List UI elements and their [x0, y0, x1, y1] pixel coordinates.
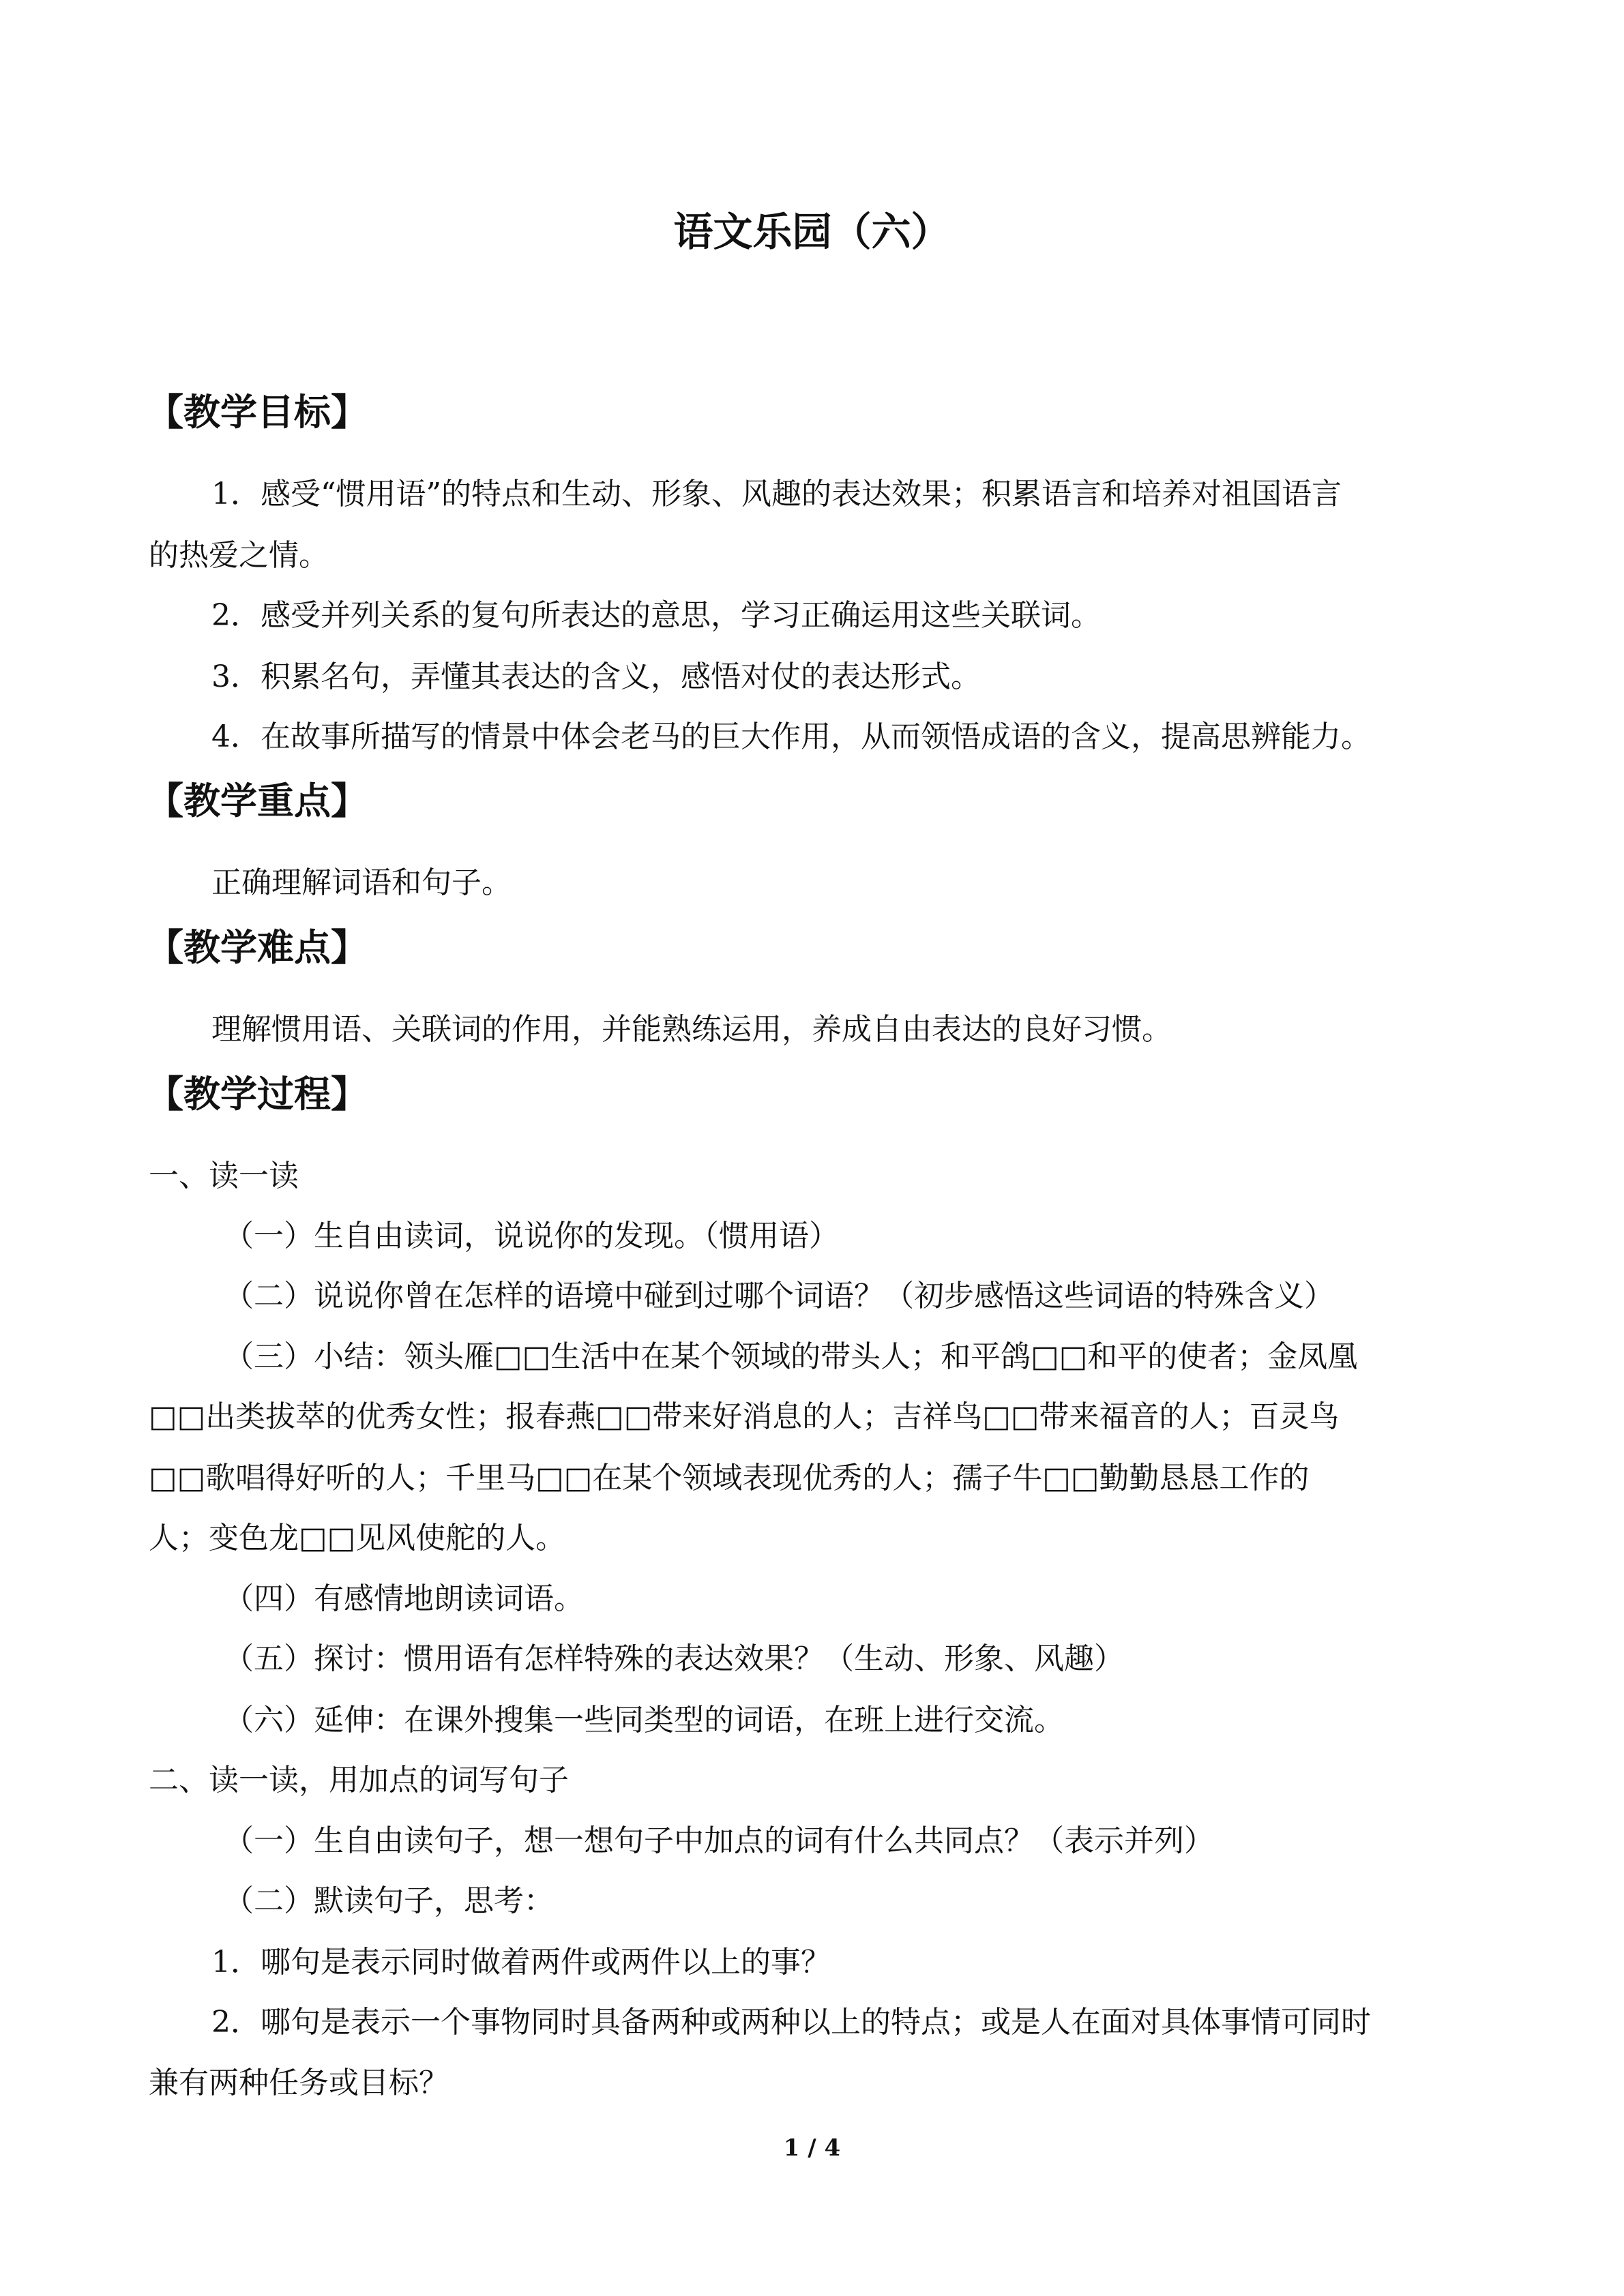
section-1-step-5: （五）探讨：惯用语有怎样特殊的表达效果？（生动、形象、风趣）: [224, 1641, 1124, 1676]
section-2-step-2: （二）默读句子，思考：: [224, 1883, 554, 1918]
section-1-step-6: （六）延伸：在课外搜集一些同类型的词语，在班上进行交流。: [224, 1703, 1064, 1738]
objective-1-line-1: 1．感受“惯用语”的特点和生动、形象、风趣的表达效果；积累语言和培养对祖国语言: [211, 477, 1342, 511]
section-1-step-4: （四）有感情地朗读词语。: [224, 1581, 584, 1616]
section-1-step-3-line-3: □□歌唱得好听的人；千里马□□在某个领域表现优秀的人；孺子牛□□勤勤恳恳工作的: [149, 1461, 1310, 1495]
page-title: 语文乐园（六）: [673, 209, 951, 255]
objective-1-line-2: 的热爱之情。: [149, 538, 329, 573]
section-1-step-3-line-1: （三）小结：领头雁□□生活中在某个领域的带头人；和平鸽□□和平的使者；金凤凰: [224, 1339, 1358, 1374]
heading-difficulties: 【教学难点】: [147, 926, 368, 969]
section-2-step-1: （一）生自由读句子，想一想句子中加点的词有什么共同点？（表示并列）: [224, 1823, 1214, 1858]
section-2-title: 二、读一读，用加点的词写句子: [149, 1763, 569, 1798]
objective-2: 2．感受并列关系的复句所表达的意思，学习正确运用这些关联词。: [211, 598, 1101, 633]
section-2-question-1: 1．哪句是表示同时做着两件或两件以上的事？: [211, 1945, 831, 1980]
section-1-step-2: （二）说说你曾在怎样的语境中碰到过哪个词语？（初步感悟这些词语的特殊含义）: [224, 1279, 1334, 1313]
section-1-step-1: （一）生自由读词，说说你的发现。（惯用语）: [224, 1219, 839, 1253]
difficulties-text: 理解惯用语、关联词的作用，并能熟练运用，养成自由表达的良好习惯。: [211, 1012, 1172, 1047]
section-1-step-3-line-4: 人；变色龙□□见风使舵的人。: [149, 1521, 566, 1555]
section-1-step-3-line-2: □□出类拔萃的优秀女性；报春燕□□带来好消息的人；吉祥鸟□□带来福音的人；百灵鸟: [149, 1399, 1340, 1434]
objective-4: 4．在故事所描写的情景中体会老马的巨大作用，从而领悟成语的含义，提高思辨能力。: [211, 719, 1371, 754]
heading-process: 【教学过程】: [147, 1073, 368, 1116]
heading-key-points: 【教学重点】: [147, 779, 368, 822]
section-1-title: 一、读一读: [149, 1159, 299, 1193]
section-2-question-2-line-2: 兼有两种任务或目标？: [149, 2066, 449, 2100]
heading-objectives: 【教学目标】: [147, 391, 368, 434]
page-indicator: 1 / 4: [783, 2134, 841, 2162]
objective-3: 3．积累名句，弄懂其表达的含义，感悟对仗的表达形式。: [211, 659, 981, 694]
key-points-text: 正确理解词语和句子。: [211, 865, 512, 900]
section-2-question-2-line-1: 2．哪句是表示一个事物同时具备两种或两种以上的特点；或是人在面对具体事情可同时: [211, 2005, 1371, 2040]
